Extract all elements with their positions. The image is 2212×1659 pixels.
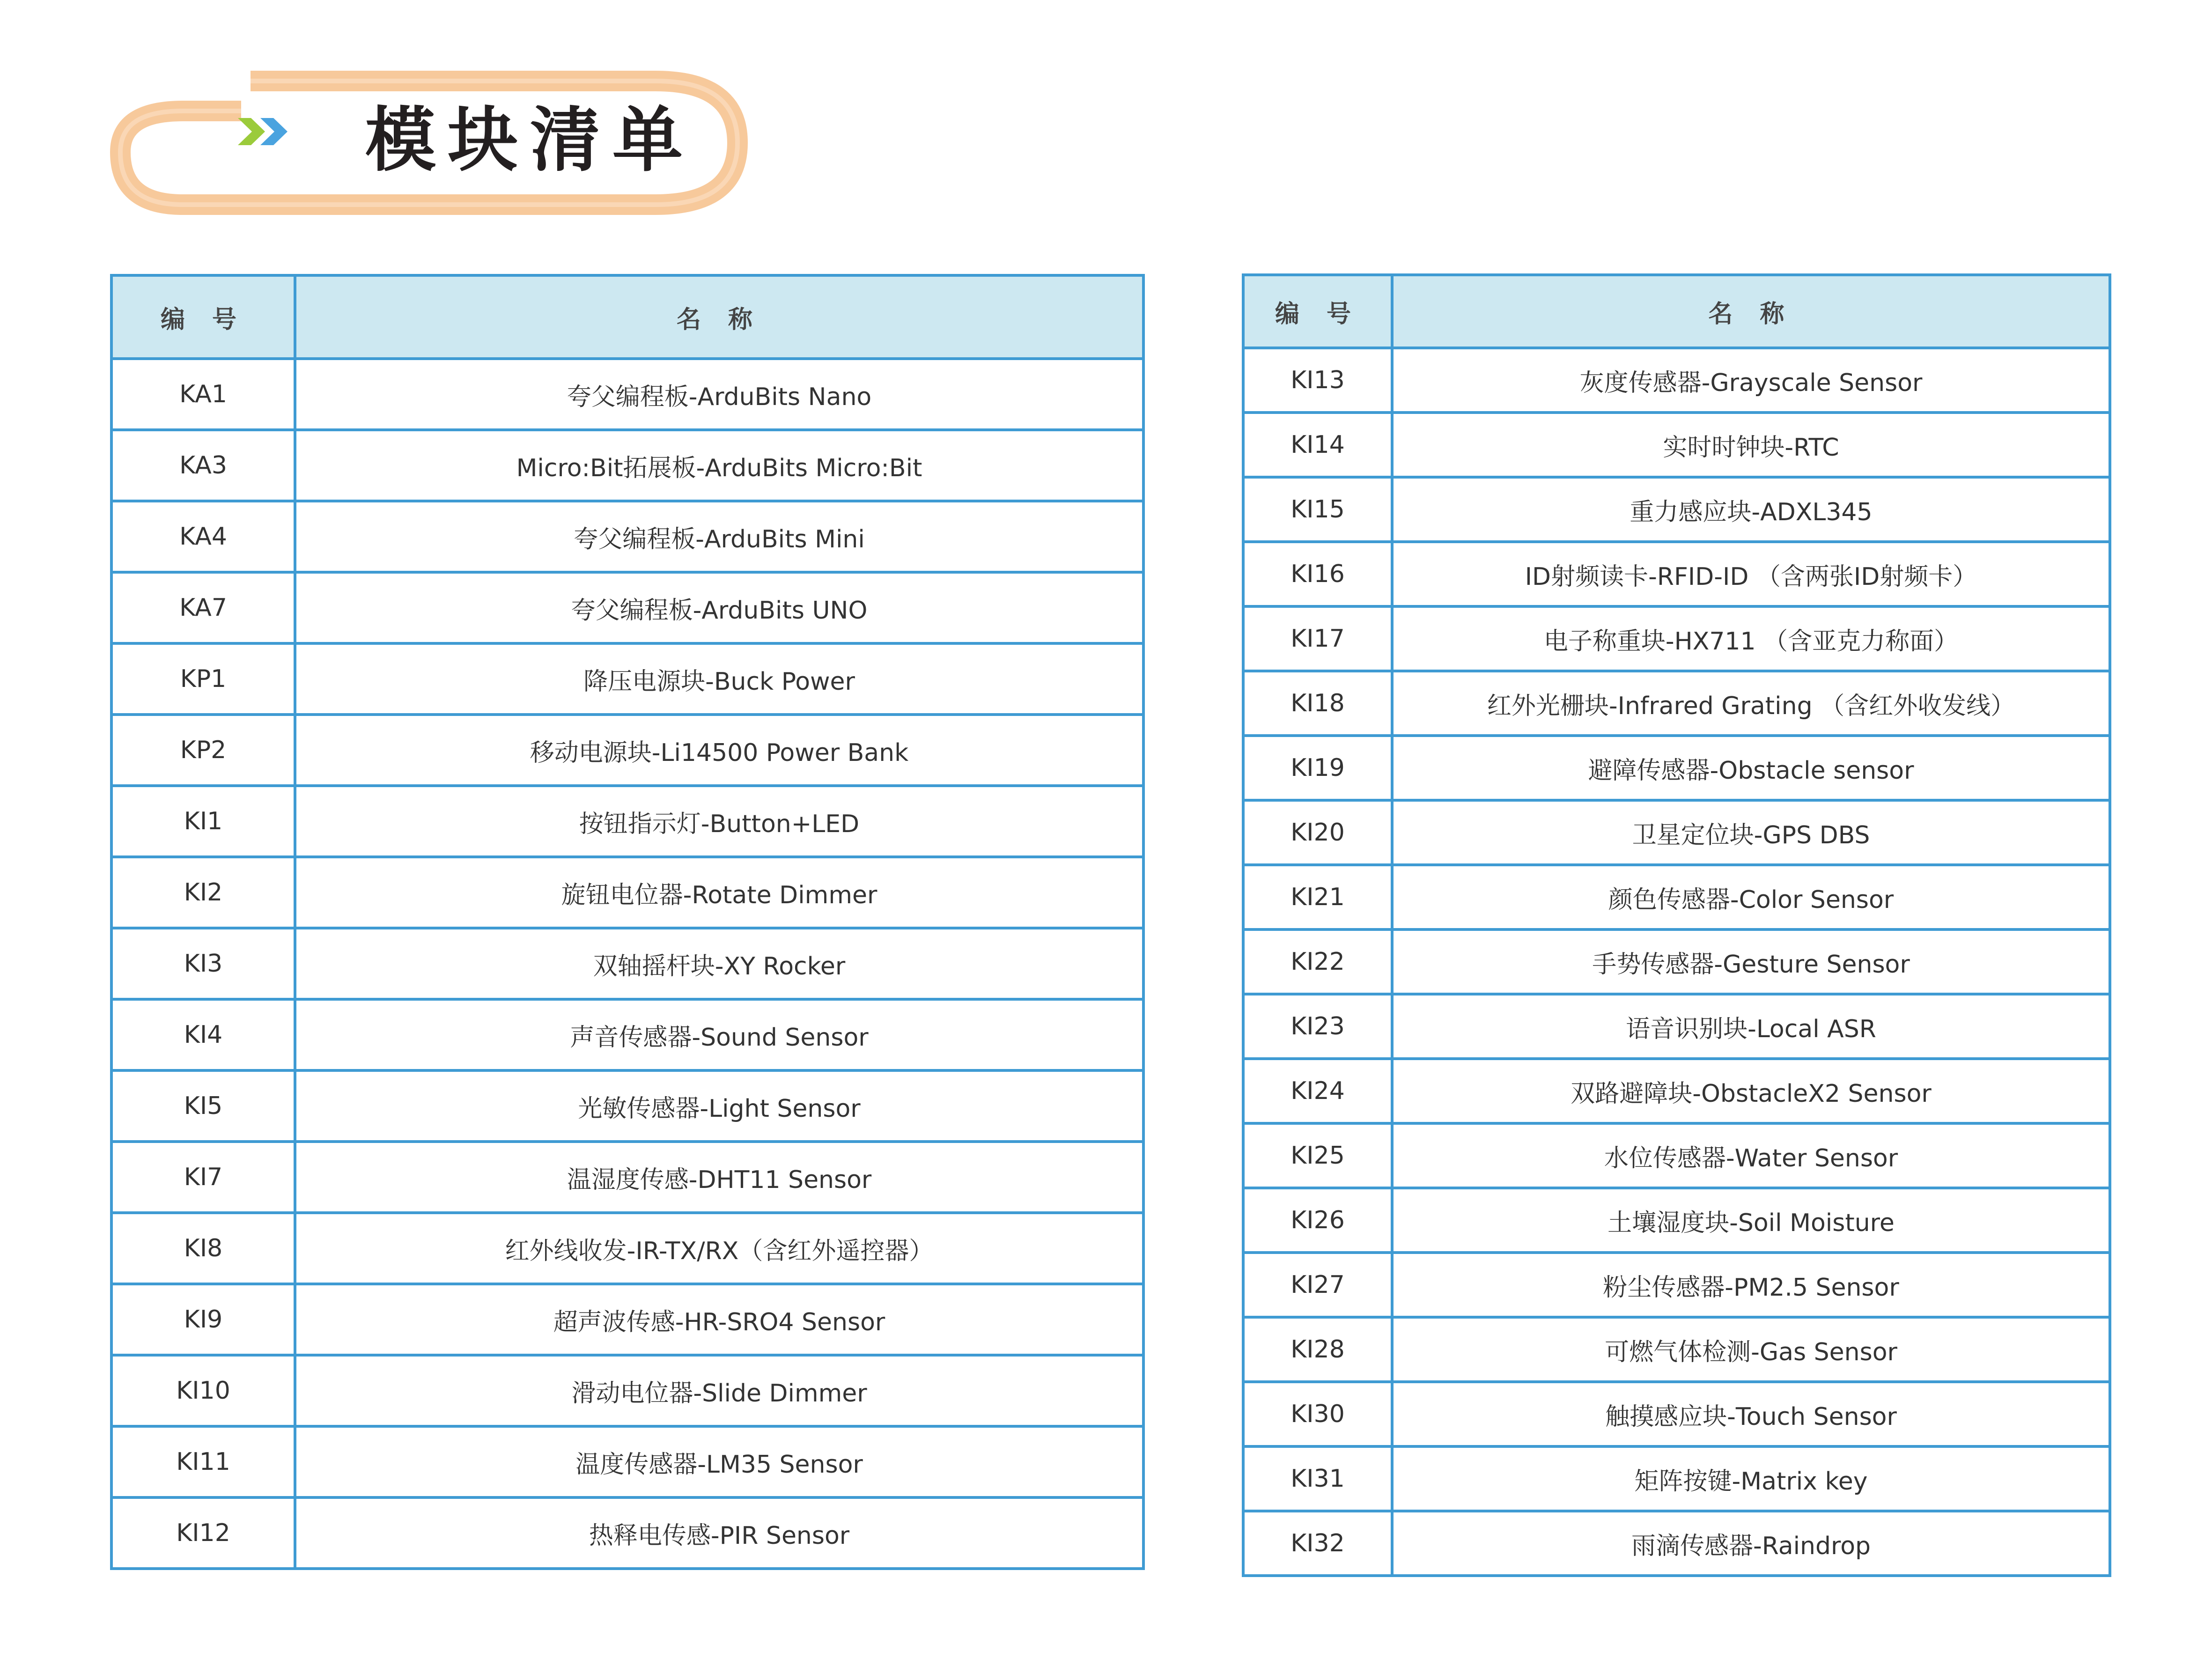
module-name: ID射频读卡-RFID-ID （含两张ID射频卡）	[1392, 542, 2110, 606]
column-header-name: 名 称	[1392, 275, 2110, 348]
module-id: KI7	[111, 1142, 295, 1213]
module-name: 手势传感器-Gesture Sensor	[1392, 929, 2110, 994]
module-id: KI26	[1243, 1188, 1392, 1253]
module-id: KI27	[1243, 1253, 1392, 1317]
module-name: 双轴摇杆块-XY Rocker	[295, 928, 1143, 999]
module-id: KA3	[111, 430, 295, 501]
module-name: 移动电源块-Li14500 Power Bank	[295, 715, 1143, 786]
table-row	[111, 1284, 1143, 1355]
column-header-id: 编 号	[111, 275, 295, 359]
module-name: 电子称重块-HX711 （含亚克力称面）	[1392, 606, 2110, 671]
table-row	[1243, 477, 2110, 542]
module-id: KI11	[111, 1426, 295, 1497]
table-row	[1243, 606, 2110, 671]
module-name: 光敏传感器-Light Sensor	[295, 1070, 1143, 1142]
column-header-name: 名 称	[295, 275, 1143, 359]
module-id: KI10	[111, 1355, 295, 1426]
module-name: 语音识别块-Local ASR	[1392, 994, 2110, 1059]
table-row	[111, 1142, 1143, 1213]
module-id: KI8	[111, 1213, 295, 1284]
module-table-right	[1242, 273, 2111, 1577]
table-row	[111, 430, 1143, 501]
table-row	[111, 1497, 1143, 1569]
double-chevron-right-icon	[238, 115, 303, 148]
table-row	[111, 1426, 1143, 1497]
module-id: KI18	[1243, 671, 1392, 736]
module-id: KI2	[111, 857, 295, 928]
module-name: 夸父编程板-ArduBits Nano	[295, 359, 1143, 430]
module-name: 滑动电位器-Slide Dimmer	[295, 1355, 1143, 1426]
module-name: 夸父编程板-ArduBits Mini	[295, 501, 1143, 572]
module-id: KI16	[1243, 542, 1392, 606]
module-name: 热释电传感-PIR Sensor	[295, 1497, 1143, 1569]
module-name: 温湿度传感-DHT11 Sensor	[295, 1142, 1143, 1213]
module-id: KI5	[111, 1070, 295, 1142]
module-id: KA1	[111, 359, 295, 430]
module-name: 实时时钟块-RTC	[1392, 413, 2110, 477]
table-row	[1243, 736, 2110, 800]
module-name: 触摸感应块-Touch Sensor	[1392, 1382, 2110, 1446]
module-id: KI12	[111, 1497, 295, 1569]
table-row	[1243, 348, 2110, 413]
module-id: KI24	[1243, 1059, 1392, 1123]
table-row	[1243, 865, 2110, 929]
table-row	[1243, 542, 2110, 606]
column-header-id: 编 号	[1243, 275, 1392, 348]
table-row	[1243, 1382, 2110, 1446]
module-name: 水位传感器-Water Sensor	[1392, 1123, 2110, 1188]
table-row	[111, 359, 1143, 430]
table-row	[1243, 800, 2110, 865]
table-row	[1243, 671, 2110, 736]
table-row	[111, 857, 1143, 928]
module-name: 红外光栅块-Infrared Grating （含红外收发线）	[1392, 671, 2110, 736]
module-id: KI25	[1243, 1123, 1392, 1188]
table-row	[1243, 1123, 2110, 1188]
module-name: 双路避障块-ObstacleX2 Sensor	[1392, 1059, 2110, 1123]
table-row	[111, 501, 1143, 572]
table-row	[111, 928, 1143, 999]
module-name: 卫星定位块-GPS DBS	[1392, 800, 2110, 865]
module-name: 避障传感器-Obstacle sensor	[1392, 736, 2110, 800]
table-row	[1243, 1253, 2110, 1317]
table-row	[1243, 1511, 2110, 1576]
module-name: 颜色传感器-Color Sensor	[1392, 865, 2110, 929]
table-row	[1243, 929, 2110, 994]
module-name: 雨滴传感器-Raindrop	[1392, 1511, 2110, 1576]
module-id: KP2	[111, 715, 295, 786]
module-id: KI23	[1243, 994, 1392, 1059]
table-row	[1243, 994, 2110, 1059]
module-id: KA4	[111, 501, 295, 572]
module-name: 可燃气体检测-Gas Sensor	[1392, 1317, 2110, 1382]
module-name: Micro:Bit拓展板-ArduBits Micro:Bit	[295, 430, 1143, 501]
module-id: KI17	[1243, 606, 1392, 671]
module-id: KI19	[1243, 736, 1392, 800]
module-id: KI21	[1243, 865, 1392, 929]
module-name: 重力感应块-ADXL345	[1392, 477, 2110, 542]
module-id: KI4	[111, 999, 295, 1070]
module-name: 矩阵按键-Matrix key	[1392, 1446, 2110, 1511]
table-row	[111, 786, 1143, 857]
module-name: 粉尘传感器-PM2.5 Sensor	[1392, 1253, 2110, 1317]
module-name: 声音传感器-Sound Sensor	[295, 999, 1143, 1070]
table-row	[1243, 1446, 2110, 1511]
module-id: KA7	[111, 572, 295, 643]
table-row	[1243, 413, 2110, 477]
module-name: 降压电源块-Buck Power	[295, 643, 1143, 715]
table-row	[111, 715, 1143, 786]
module-id: KI9	[111, 1284, 295, 1355]
module-id: KI20	[1243, 800, 1392, 865]
module-id: KI28	[1243, 1317, 1392, 1382]
module-name: 温度传感器-LM35 Sensor	[295, 1426, 1143, 1497]
module-id: KI1	[111, 786, 295, 857]
module-id: KI13	[1243, 348, 1392, 413]
table-row	[1243, 1317, 2110, 1382]
module-id: KI30	[1243, 1382, 1392, 1446]
table-row	[111, 1213, 1143, 1284]
module-id: KI32	[1243, 1511, 1392, 1576]
module-name: 土壤湿度块-Soil Moisture	[1392, 1188, 2110, 1253]
module-id: KI31	[1243, 1446, 1392, 1511]
table-row	[111, 643, 1143, 715]
module-name: 按钮指示灯-Button+LED	[295, 786, 1143, 857]
table-row	[111, 999, 1143, 1070]
table-row	[1243, 1059, 2110, 1123]
module-name: 夸父编程板-ArduBits UNO	[295, 572, 1143, 643]
module-name: 超声波传感-HR-SRO4 Sensor	[295, 1284, 1143, 1355]
table-row	[111, 572, 1143, 643]
table-header-row	[1243, 275, 2110, 348]
table-header-row	[111, 275, 1143, 359]
table-row	[111, 1070, 1143, 1142]
module-id: KI14	[1243, 413, 1392, 477]
module-name: 灰度传感器-Grayscale Sensor	[1392, 348, 2110, 413]
page-title: 模块清单	[365, 100, 695, 181]
module-table-left	[110, 274, 1145, 1570]
module-id: KI15	[1243, 477, 1392, 542]
module-id: KI22	[1243, 929, 1392, 994]
table-row	[1243, 1188, 2110, 1253]
module-name: 旋钮电位器-Rotate Dimmer	[295, 857, 1143, 928]
module-id: KI3	[111, 928, 295, 999]
module-name: 红外线收发-IR-TX/RX（含红外遥控器）	[295, 1213, 1143, 1284]
table-row	[111, 1355, 1143, 1426]
module-id: KP1	[111, 643, 295, 715]
